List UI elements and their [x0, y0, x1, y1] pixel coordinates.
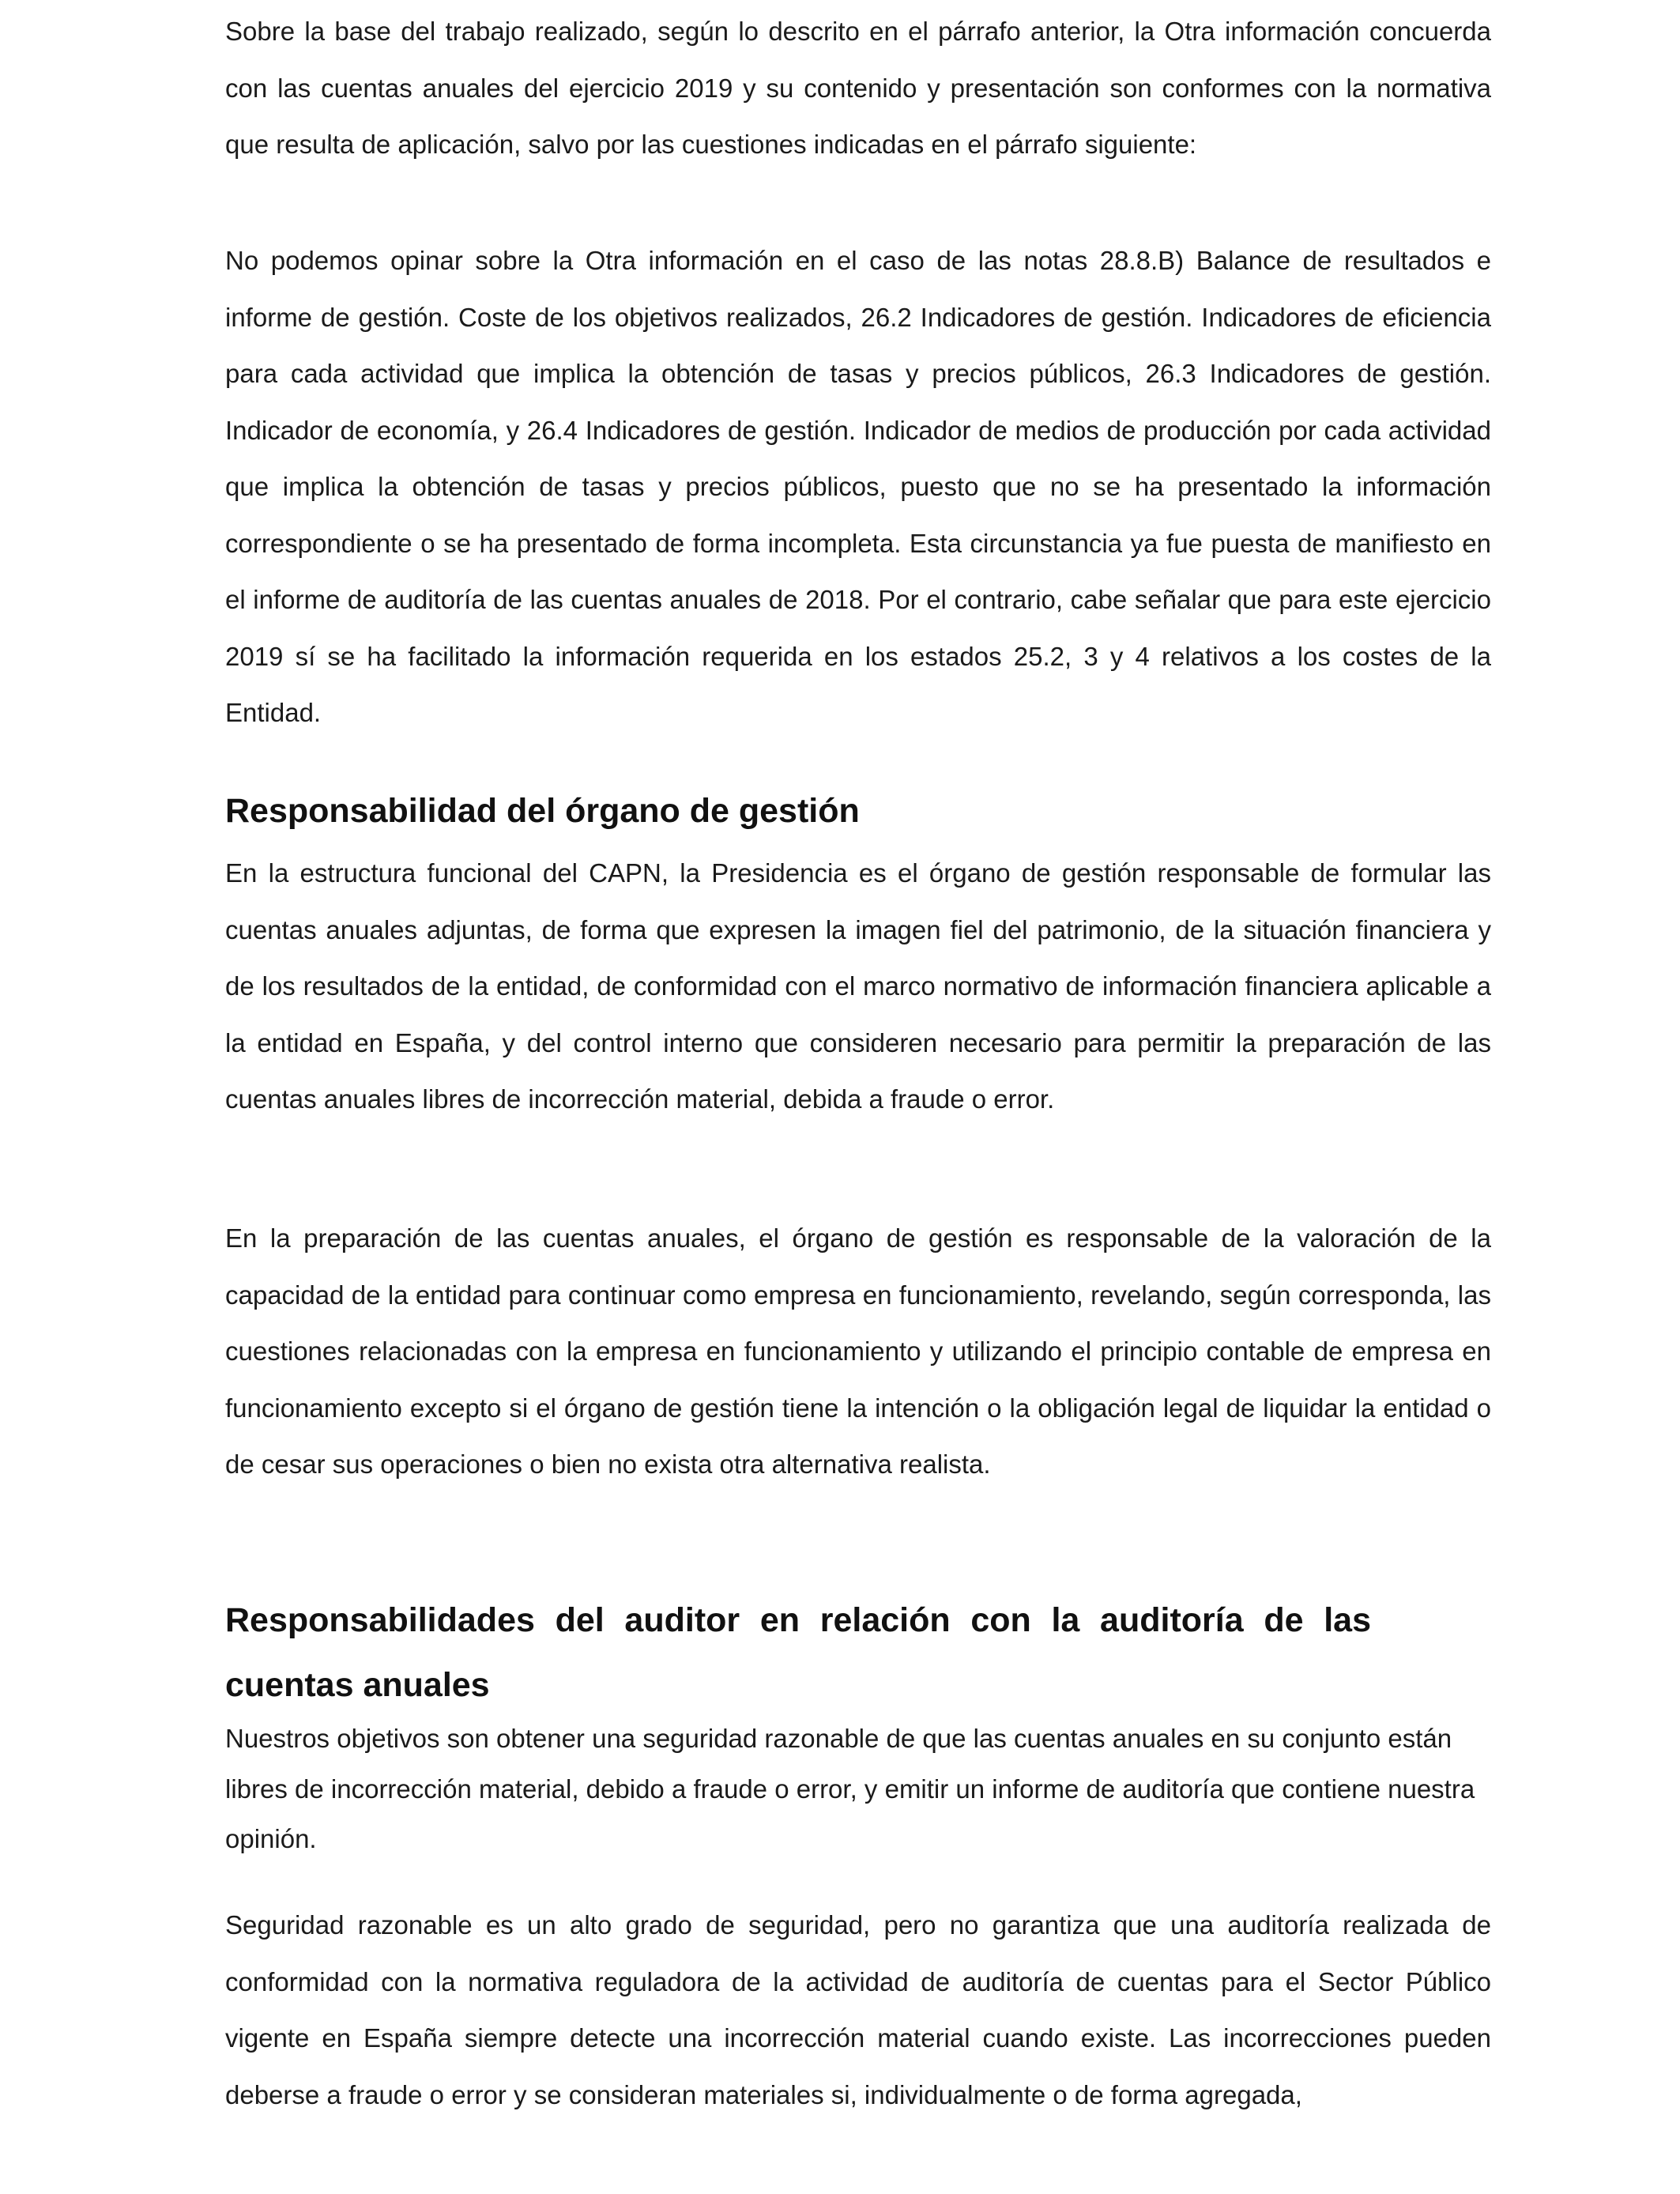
paragraph-otra-informacion-salvedad: No podemos opinar sobre la Otra información en el caso de las notas 28.8.B) Balance de resultados e informe de gestión. Coste de los objetivos realizados, 26.2 Indicadores de gestión. Indicadores de eficiencia para cada actividad que implica la obtención de tasas y precios públicos, 26.3 Indicadores de gestión. Indicador de economía, y 26.4 Indicadores de gestión. Indicador de medios de producción por cada actividad que implica la obtención de tasas y precios públicos, puesto que no se ha presentado la información correspondiente o se ha presentado de forma incompleta. Esta circunstancia ya fue puesta de manifiesto en el informe de auditoría de las cuentas anuales de 2018. Por el contrario, cabe señalar que para este ejercicio 2019 sí se ha facilitado la información requerida en los estados 25.2, 3 y 4 relativos a los costes de la Entidad. — [225, 246, 1491, 727]
heading-responsabilidad-organo-gestion: Responsabilidad del órgano de gestión — [225, 792, 860, 830]
paragraph-responsabilidad-presidencia: En la estructura funcional del CAPN, la Presidencia es el órgano de gestión responsable de formular las cuentas anuales adjuntas, de forma que expresen la imagen fiel del patrimonio, de la situación financiera y de los resultados de la entidad, de conformidad con el marco normativo de información financiera aplicable a la entidad en España, y del control interno que consideren necesario para permitir la preparación de las cuentas anuales libres de incorrección material, debida a fraude o error. — [225, 858, 1491, 1114]
paragraph-otra-informacion-conclusion: Sobre la base del trabajo realizado, según lo descrito en el párrafo anterior, la Otra información concuerda con las cuentas anuales del ejercicio 2019 y su contenido y presentación son conformes con la normativa que resulta de aplicación, salvo por las cuestiones indicadas en el párrafo siguiente: — [225, 17, 1491, 159]
heading-responsabilidades-auditor: Responsabilidades del auditor en relación con la auditoría de las cuentas anuales — [225, 1601, 1371, 1704]
paragraph-empresa-en-funcionamiento: En la preparación de las cuentas anuales, el órgano de gestión es responsable de la valoración de la capacidad de la entidad para continuar como empresa en funcionamiento, revelando, según corresponda, las cuestiones relacionadas con la empresa en funcionamiento y utilizando el principio contable de empresa en funcionamiento excepto si el órgano de gestión tiene la intención o la obligación legal de liquidar la entidad o de cesar sus operaciones o bien no exista otra alternativa realista. — [225, 1223, 1491, 1479]
paragraph-objetivos-auditoria: Nuestros objetivos son obtener una seguridad razonable de que las cuentas anuales en su conjunto están libres de incorrección material, debido a fraude o error, y emitir un informe de auditoría que contiene nuestra opinión. — [225, 1724, 1475, 1853]
paragraph-seguridad-razonable: Seguridad razonable es un alto grado de seguridad, pero no garantiza que una auditoría realizada de conformidad con la normativa reguladora de la actividad de auditoría de cuentas para el Sector Público vigente en España siempre detecte una incorrección material cuando existe. Las incorrecciones pueden deberse a fraude o error y se consideran materiales si, individualmente o de forma agregada, — [225, 1910, 1491, 2109]
